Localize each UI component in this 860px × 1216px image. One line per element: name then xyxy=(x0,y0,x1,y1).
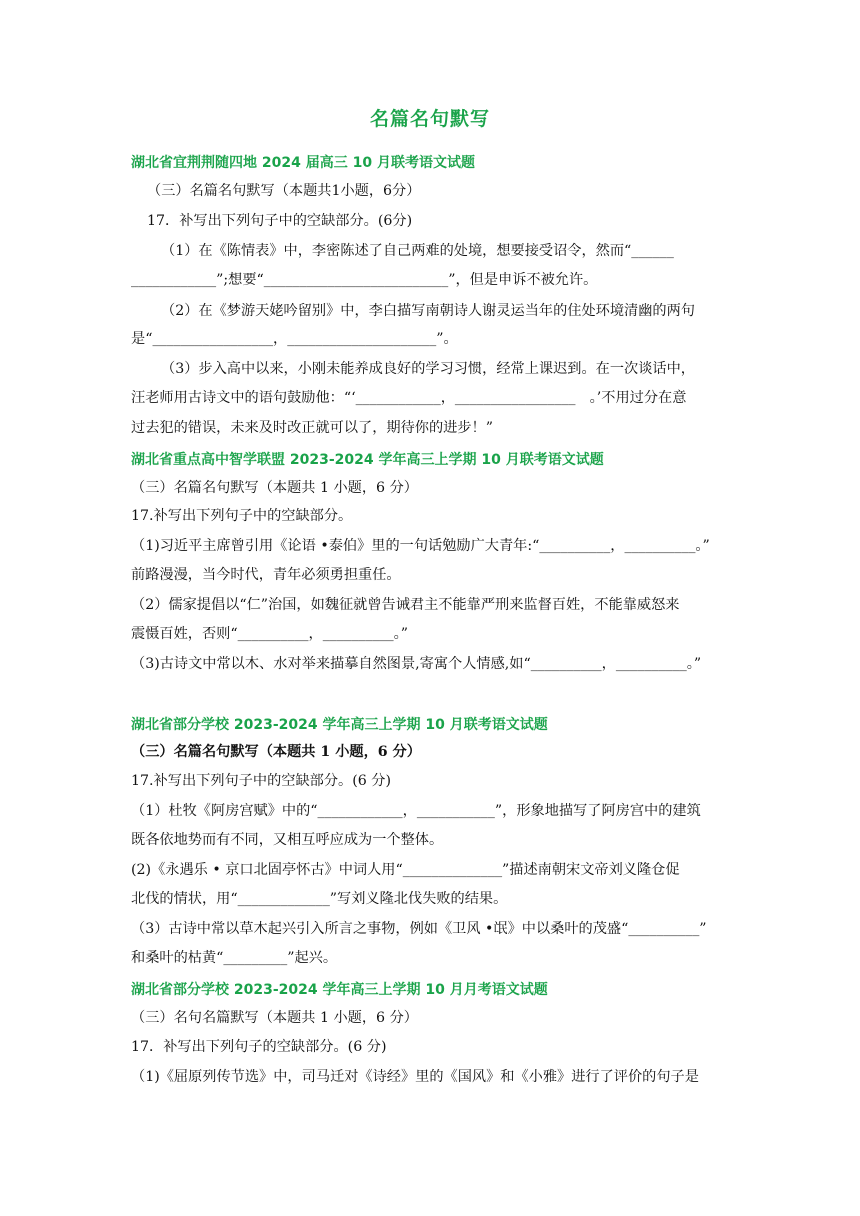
section3-line: （1）杜牧《阿房宫赋》中的“____________，___________”，形象地描写了阿房宫中的建筑 xyxy=(131,803,701,819)
section3-line: (2)《永遇乐 • 京口北固亭怀古》中词人用“______________”描述南朝宋文帝刘义隆仓促 xyxy=(131,862,680,878)
section2-question: 17.补写出下列句子中的空缺部分。 xyxy=(131,508,353,524)
section1-line: 是“_________________，_____________________”。 xyxy=(131,331,458,347)
section2-line: （2）儒家提倡以“仁”治国，如魏征就曾告诫君主不能靠严刑来监督百姓，不能靠威怒来 xyxy=(131,597,680,613)
section1-line: ____________”;想要“__________________________”，但是申诉不被允许。 xyxy=(131,272,598,288)
section1-line: （2）在《梦游天姥吟留别》中，李白描写南朝诗人谢灵运当年的住处环境清幽的两句 xyxy=(161,303,695,319)
section1-source: 湖北省宜荆荆随四地 2024 届高三 10 月联考语文试题 xyxy=(131,155,475,171)
section3-source: 湖北省部分学校 2023-2024 学年高三上学期 10 月联考语文试题 xyxy=(131,717,548,733)
section3-heading: （三）名篇名句默写（本题共 1 小题，6 分） xyxy=(131,744,421,760)
section1-line: 过去犯的错误，未来及时改正就可以了，期待你的进步！” xyxy=(131,420,493,436)
section2-line: （1)习近平主席曾引用《论语 •泰伯》里的一句话勉励广大青年:“__________，__________。” xyxy=(131,538,710,554)
section2-heading: （三）名篇名句默写（本题共 1 小题，6 分） xyxy=(131,480,418,496)
page-title: 名篇名句默写 xyxy=(369,108,490,130)
section2-line: 震慑百姓，否则“__________，__________。” xyxy=(131,626,408,642)
section2-line: 前路漫漫，当今时代，青年必须勇担重任。 xyxy=(131,567,401,583)
section3-line: 北伐的情状，用“_____________”写刘义隆北伐失败的结果。 xyxy=(131,891,508,907)
section3-line: （3）古诗中常以草木起兴引入所言之事物，例如《卫风 •氓》中以桑叶的茂盛“__________” xyxy=(131,921,707,937)
section3-line: 和桑叶的枯黄“_________”起兴。 xyxy=(131,950,338,966)
section3-question: 17.补写出下列句子中的空缺部分。(6 分) xyxy=(131,773,391,789)
section4-source: 湖北省部分学校 2023-2024 学年高三上学期 10 月月考语文试题 xyxy=(131,982,548,998)
section1-line: （1）在《陈情表》中，李密陈述了自己两难的处境，想要接受诏令，然而“______ xyxy=(161,243,674,259)
section1-question: 17．补写出下列句子中的空缺部分。(6分) xyxy=(147,213,413,229)
section4-heading: （三）名句名篇默写（本题共 1 小题，6 分） xyxy=(131,1010,418,1026)
section1-line: （3）步入高中以来，小刚未能养成良好的学习习惯，经常上课迟到。在一次谈话中， xyxy=(161,361,695,377)
section2-line: （3)古诗文中常以木、水对举来描摹自然图景,寄寓个人情感,如“__________，__________。” xyxy=(131,656,702,672)
section4-question: 17．补写出下列句子的空缺部分。(6 分) xyxy=(131,1039,387,1055)
section1-heading: （三）名篇名句默写（本题共1小题，6分） xyxy=(147,183,421,199)
section3-line: 既各依地势而有不同，又相互呼应成为一个整体。 xyxy=(131,832,444,848)
section1-line: 汪老师用古诗文中的语句鼓励他：“‘____________，_________________ 。’不用过分在意 xyxy=(131,390,687,406)
section4-line: （1)《屈原列传节选》中，司马迁对《诗经》里的《国风》和《小雅》进行了评价的句子是 xyxy=(131,1069,699,1085)
section2-source: 湖北省重点高中智学联盟 2023-2024 学年高三上学期 10 月联考语文试题 xyxy=(131,452,604,468)
